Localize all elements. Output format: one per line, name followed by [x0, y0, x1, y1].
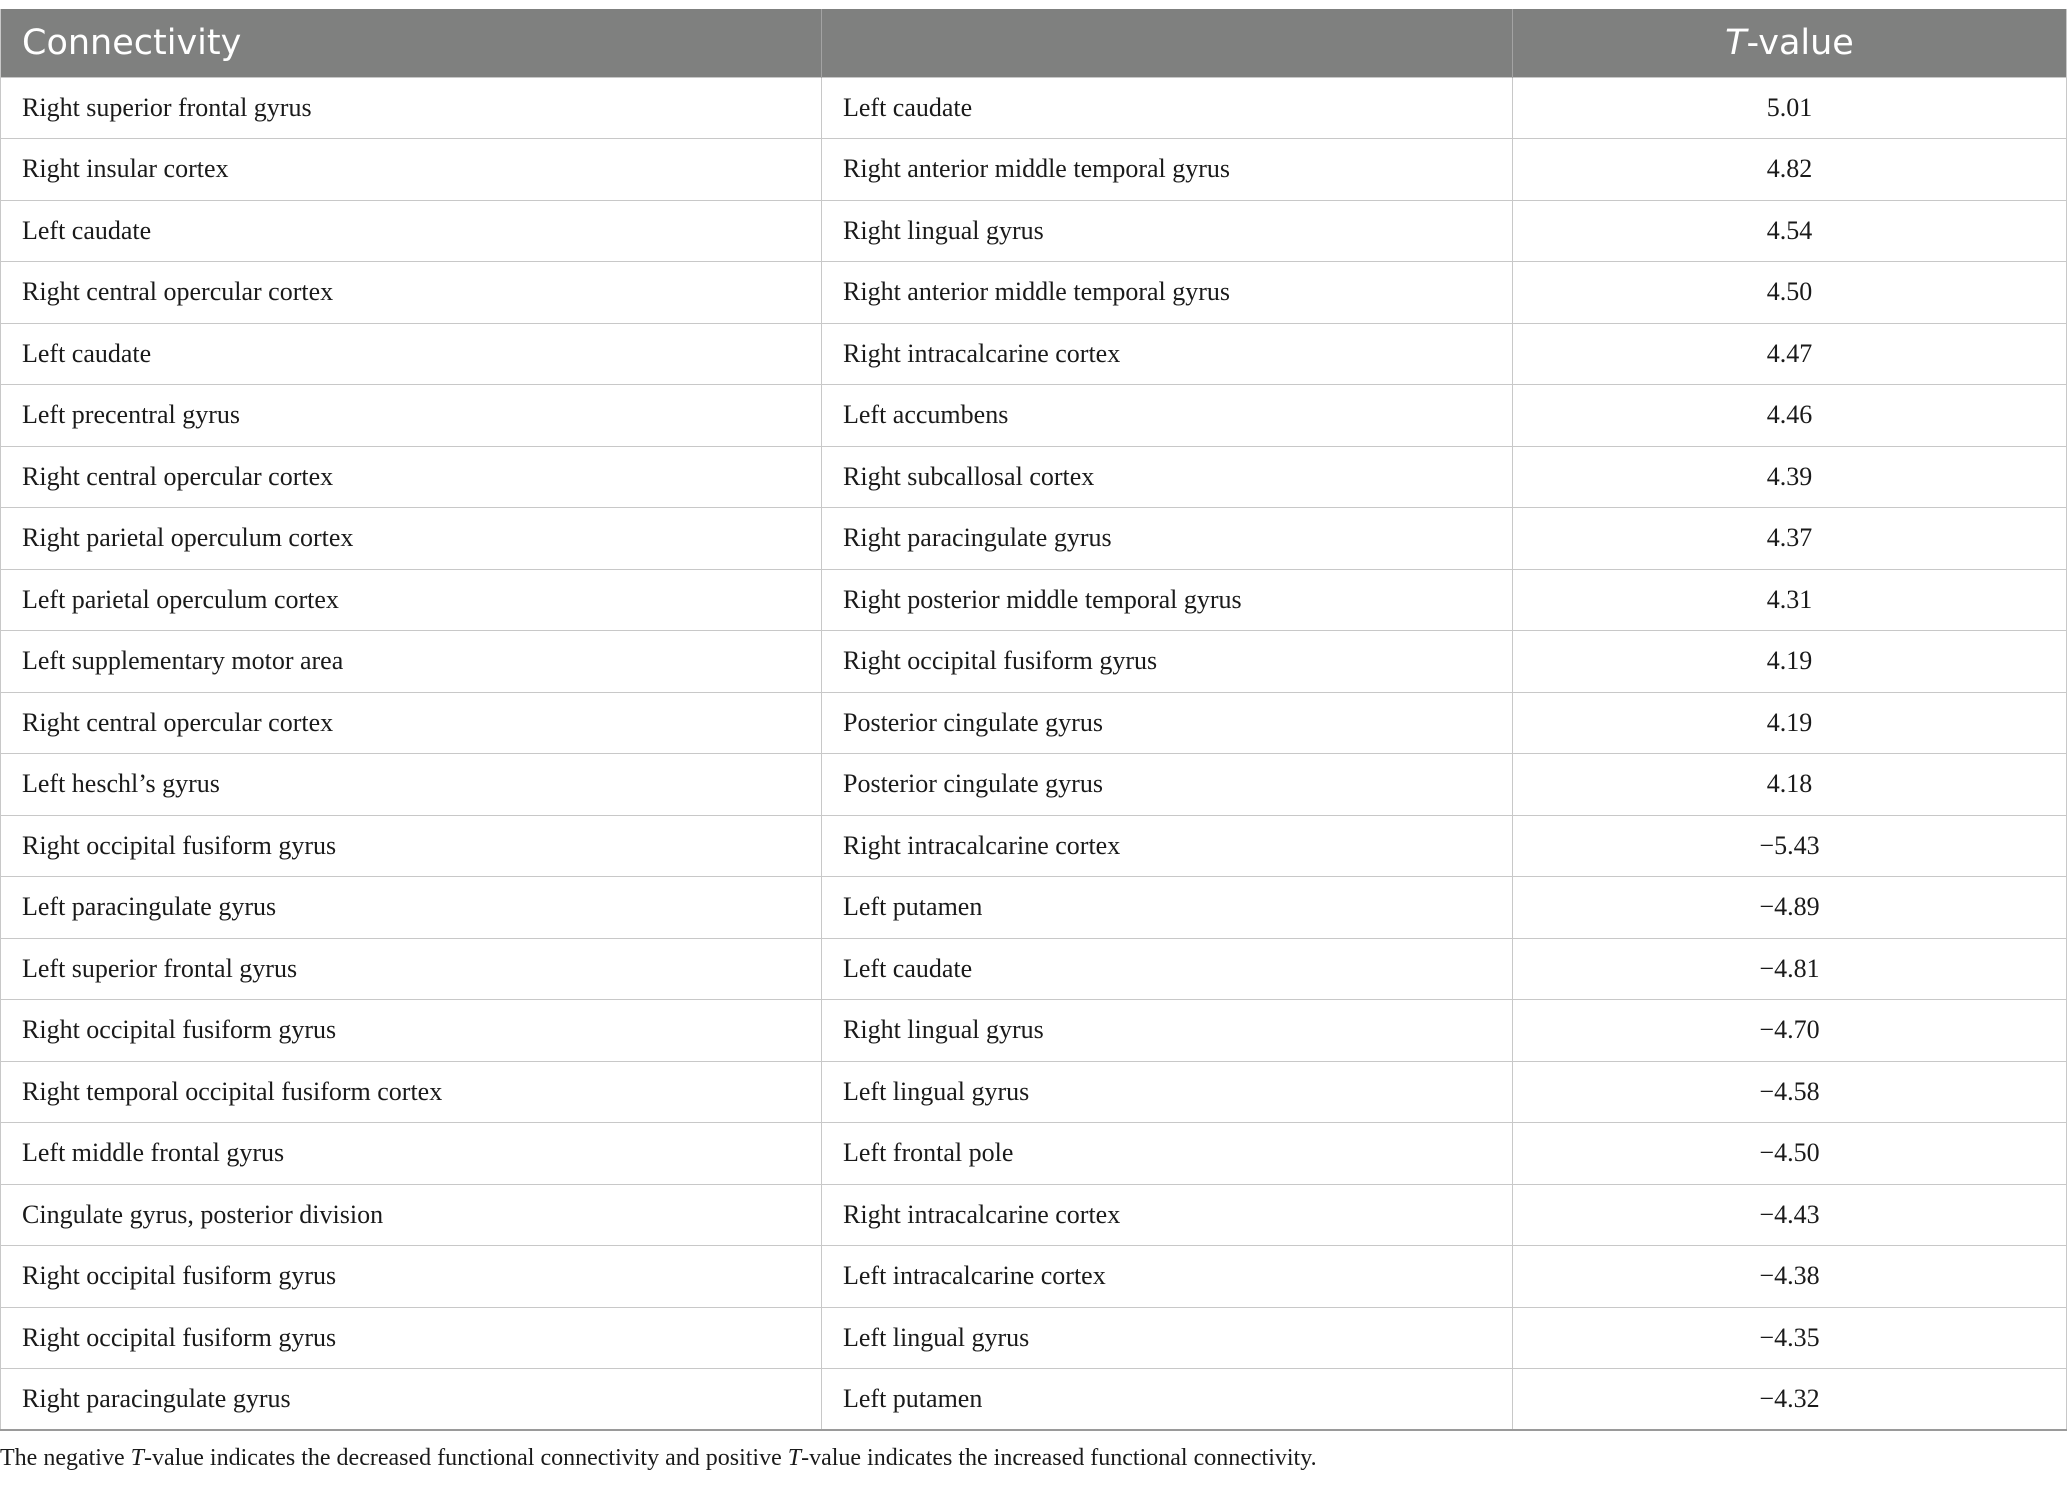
table-row: [1, 1246, 2067, 1308]
table-row: [1, 815, 2067, 877]
cell-region-from: Right paracingulate gyrus: [1, 1369, 822, 1431]
cell-region-from: Left middle frontal gyrus: [1, 1123, 822, 1185]
table-row: [1, 1123, 2067, 1185]
cell-region-from: Right insular cortex: [1, 139, 822, 201]
cell-t-value: 4.47: [1513, 323, 2067, 385]
cell-region-to: Posterior cingulate gyrus: [822, 754, 1513, 816]
cell-t-value: 4.46: [1513, 385, 2067, 447]
cell-t-value: −4.58: [1513, 1061, 2067, 1123]
table-row: [1, 200, 2067, 262]
cell-t-value: 4.19: [1513, 631, 2067, 693]
table-row: [1, 1061, 2067, 1123]
header-connectivity: Connectivity: [1, 9, 822, 77]
cell-region-to: Right paracingulate gyrus: [822, 508, 1513, 570]
cell-region-to: Left caudate: [822, 938, 1513, 1000]
cell-region-from: Left heschl’s gyrus: [1, 754, 822, 816]
cell-t-value: 4.31: [1513, 569, 2067, 631]
cell-region-from: Right parietal operculum cortex: [1, 508, 822, 570]
footnote-part-1: The negative: [0, 1445, 131, 1471]
header-t-italic: T: [1725, 22, 1747, 63]
table-row: [1, 77, 2067, 139]
table-row: [1, 877, 2067, 939]
cell-t-value: 4.50: [1513, 262, 2067, 324]
cell-region-to: Right intracalcarine cortex: [822, 1184, 1513, 1246]
cell-region-to: Left putamen: [822, 877, 1513, 939]
table-row: [1, 1184, 2067, 1246]
cell-region-from: Right central opercular cortex: [1, 262, 822, 324]
table-row: [1, 1307, 2067, 1369]
cell-region-from: Right occipital fusiform gyrus: [1, 815, 822, 877]
table-row: [1, 508, 2067, 570]
cell-region-from: Cingulate gyrus, posterior division: [1, 1184, 822, 1246]
table-row: [1, 323, 2067, 385]
cell-t-value: −4.81: [1513, 938, 2067, 1000]
cell-region-to: Right lingual gyrus: [822, 1000, 1513, 1062]
cell-t-value: 4.82: [1513, 139, 2067, 201]
connectivity-table: [0, 9, 2067, 1431]
table-body: [1, 77, 2067, 1430]
cell-region-from: Right temporal occipital fusiform cortex: [1, 1061, 822, 1123]
cell-region-to: Posterior cingulate gyrus: [822, 692, 1513, 754]
table-row: [1, 262, 2067, 324]
table-row: [1, 385, 2067, 447]
table-row: [1, 1000, 2067, 1062]
cell-t-value: −4.89: [1513, 877, 2067, 939]
cell-region-to: Left accumbens: [822, 385, 1513, 447]
cell-t-value: 5.01: [1513, 77, 2067, 139]
table-header: [1, 9, 2067, 77]
cell-region-to: Right anterior middle temporal gyrus: [822, 262, 1513, 324]
cell-region-from: Left caudate: [1, 200, 822, 262]
table-row: [1, 938, 2067, 1000]
cell-region-from: Right superior frontal gyrus: [1, 77, 822, 139]
cell-region-from: Right occipital fusiform gyrus: [1, 1307, 822, 1369]
cell-region-to: Left caudate: [822, 77, 1513, 139]
cell-region-to: Left intracalcarine cortex: [822, 1246, 1513, 1308]
table-row: [1, 692, 2067, 754]
cell-region-to: Right posterior middle temporal gyrus: [822, 569, 1513, 631]
cell-t-value: −4.35: [1513, 1307, 2067, 1369]
cell-region-from: Left precentral gyrus: [1, 385, 822, 447]
cell-t-value: 4.39: [1513, 446, 2067, 508]
cell-region-to: Right anterior middle temporal gyrus: [822, 139, 1513, 201]
cell-t-value: −4.50: [1513, 1123, 2067, 1185]
cell-region-from: Right occipital fusiform gyrus: [1, 1000, 822, 1062]
table-footnote: [0, 1445, 1317, 1472]
cell-t-value: −5.43: [1513, 815, 2067, 877]
cell-region-from: Right occipital fusiform gyrus: [1, 1246, 822, 1308]
cell-region-to: Left putamen: [822, 1369, 1513, 1431]
cell-region-from: Left paracingulate gyrus: [1, 877, 822, 939]
table-row: [1, 754, 2067, 816]
cell-region-to: Left lingual gyrus: [822, 1307, 1513, 1369]
header-t-value: [1513, 9, 2067, 77]
footnote-t-1: T: [130, 1445, 144, 1471]
table-row: [1, 1369, 2067, 1431]
header-t-rest: -value: [1746, 22, 1854, 63]
cell-region-from: Left supplementary motor area: [1, 631, 822, 693]
cell-region-from: Left parietal operculum cortex: [1, 569, 822, 631]
cell-region-to: Left frontal pole: [822, 1123, 1513, 1185]
header-row: [1, 9, 2067, 77]
cell-region-to: Right intracalcarine cortex: [822, 815, 1513, 877]
cell-t-value: 4.37: [1513, 508, 2067, 570]
cell-t-value: −4.38: [1513, 1246, 2067, 1308]
footnote-part-2: -value indicates the decreased functional connectivity and positive: [143, 1445, 788, 1471]
cell-region-to: Left lingual gyrus: [822, 1061, 1513, 1123]
table-row: [1, 446, 2067, 508]
cell-region-to: Right intracalcarine cortex: [822, 323, 1513, 385]
cell-region-from: Left superior frontal gyrus: [1, 938, 822, 1000]
footnote-t-2: T: [787, 1445, 802, 1471]
cell-t-value: −4.43: [1513, 1184, 2067, 1246]
table-row: [1, 139, 2067, 201]
cell-region-from: Right central opercular cortex: [1, 446, 822, 508]
cell-region-to: Right lingual gyrus: [822, 200, 1513, 262]
cell-t-value: 4.18: [1513, 754, 2067, 816]
cell-region-to: Right subcallosal cortex: [822, 446, 1513, 508]
cell-region-from: Left caudate: [1, 323, 822, 385]
cell-t-value: −4.32: [1513, 1369, 2067, 1431]
cell-region-to: Right occipital fusiform gyrus: [822, 631, 1513, 693]
cell-t-value: 4.19: [1513, 692, 2067, 754]
cell-t-value: −4.70: [1513, 1000, 2067, 1062]
table-row: [1, 569, 2067, 631]
footnote-part-3: -value indicates the increased functional connectivity.: [801, 1445, 1317, 1471]
cell-region-from: Right central opercular cortex: [1, 692, 822, 754]
header-region-2: [822, 9, 1513, 77]
table-row: [1, 631, 2067, 693]
cell-t-value: 4.54: [1513, 200, 2067, 262]
